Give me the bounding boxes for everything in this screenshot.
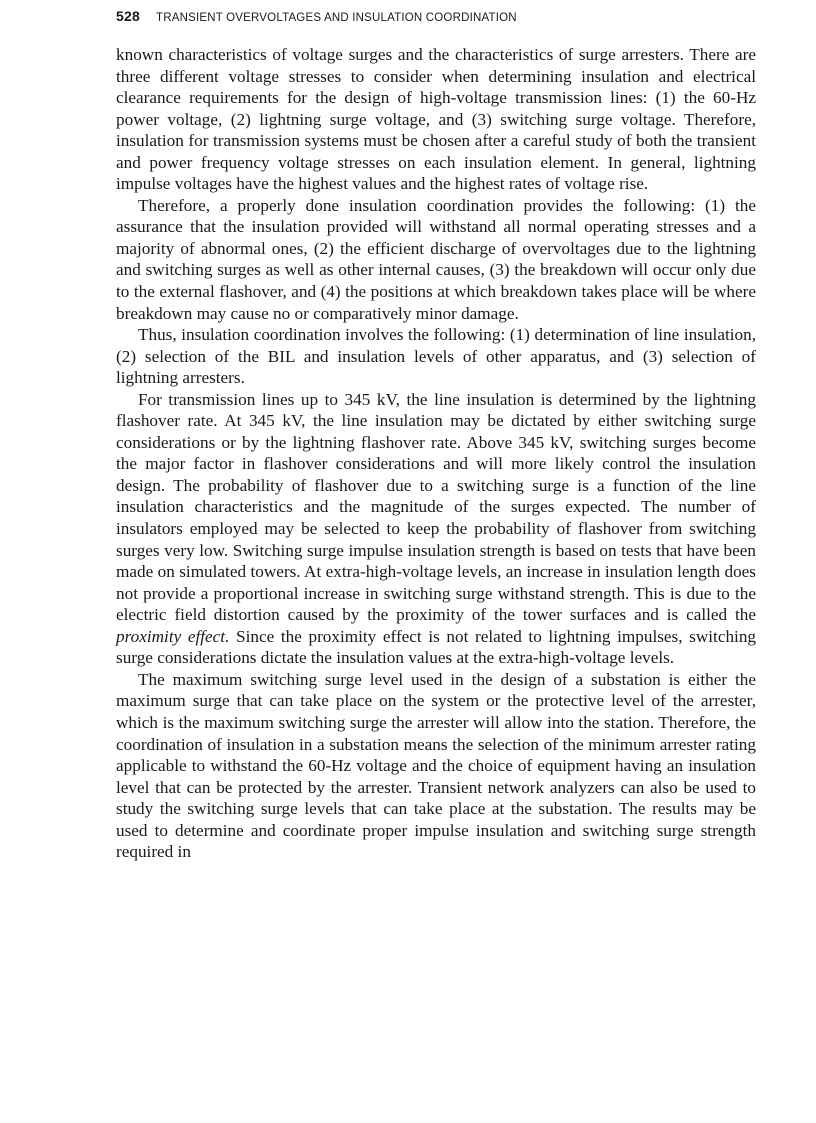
page-number: 528 bbox=[116, 8, 140, 24]
paragraph-5: The maximum switching surge level used in the design of a substation is either the maximum surge that can take place on the system or the protective level of the arrester, which is the maximum switching surge the arrester will allow into the station. Therefore, the coordination of insulation in a substation means the selection of the minimum arrester rating applicable to withstand the 60-Hz voltage and the choice of equipment having an insulation level that can be protected by the arrester. Transient network analyzers can also be used to study the switching surge levels that can take place at the substation. The results may be used to determine and coordinate proper impulse insulation and switching surge strength required in bbox=[116, 669, 756, 862]
body-text bbox=[116, 44, 756, 863]
proximity-effect-term: proximity effect. bbox=[116, 626, 230, 646]
running-header bbox=[116, 8, 766, 28]
paragraph-1: known characteristics of voltage surges and the characteristics of surge arresters. There are three different voltage stresses to consider when determining insulation and electrical clearance requirements for the design of high-voltage transmission lines: (1) the 60-Hz power voltage, (2) lightning surge voltage, and (3) switching surge voltage. Therefore, insulation for transmission systems must be chosen after a careful study of both the transient and power frequency voltage stresses on each insulation element. In general, lightning impulse voltages have the highest values and the highest rates of voltage rise. bbox=[116, 45, 756, 194]
paragraph-4-text-a: For transmission lines up to 345 kV, the line insulation is determined by the lightning flashover rate. At 345 kV, the line insulation may be dictated by either switching surge considerations or by the lightning flashover rate. Above 345 kV, switching surges become the major factor in flashover considerations and will more likely control the insulation design. The probability of flashover due to a switching surge is a function of the line insulation characteristics and the magnitude of the surges expected. The number of insulators employed may be selected to keep the probability of flashover from switching surges very low. Switching surge impulse insulation strength is based on tests that have been made on simulated towers. At extra-high-voltage levels, an increase in insulation length does not provide a proportional increase in switching surge withstand strength. This is due to the electric field distortion caused by the proximity of the tower surfaces and is called the bbox=[116, 389, 756, 625]
paragraph-2: Therefore, a properly done insulation coordination provides the following: (1) the assurance that the insulation provided will withstand all normal operating stresses and a majority of abnormal ones, (2) the efficient discharge of overvoltages due to the lightning and switching surges as well as other internal causes, (3) the breakdown will occur only due to the external flashover, and (4) the positions at which breakdown takes place will be where breakdown may cause no or comparatively minor damage. bbox=[116, 195, 756, 323]
paragraph-4 bbox=[116, 389, 756, 669]
paragraph-4-text-b: Since the proximity effect is not related to lightning impulses, switching surge considerations dictate the insulation values at the extra-high-voltage levels. bbox=[116, 626, 757, 668]
running-title: TRANSIENT OVERVOLTAGES AND INSULATION COORDINATION bbox=[155, 12, 517, 24]
paragraph-3: Thus, insulation coordination involves the following: (1) determination of line insulation, (2) selection of the BIL and insulation levels of other apparatus, and (3) selection of lightning arresters. bbox=[116, 325, 756, 388]
